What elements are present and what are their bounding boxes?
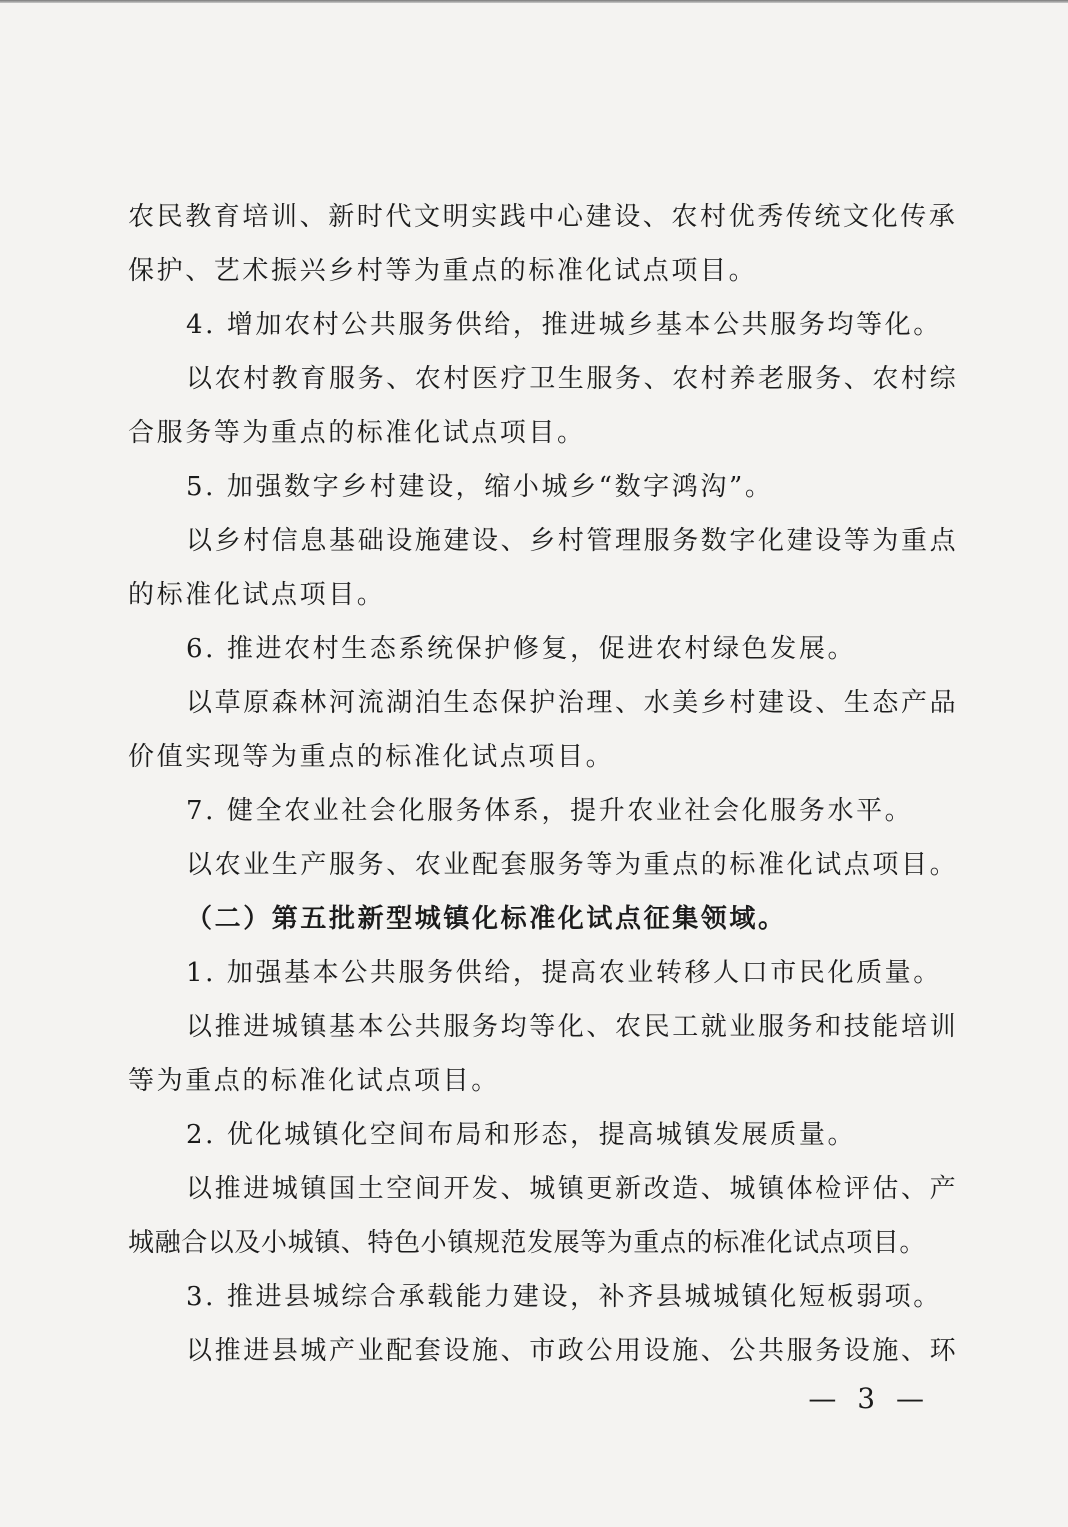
paragraph-line: 保护、艺术振兴乡村等为重点的标准化试点项目。 xyxy=(128,256,758,286)
paragraph-line: 以推进县城产业配套设施、市政公用设施、公共服务设施、环 xyxy=(186,1336,959,1366)
paragraph-line: 以草原森林河流湖泊生态保护治理、水美乡村建设、生态产品 xyxy=(186,688,959,718)
numbered-item-heading: 3. 推进县城综合承载能力建设，补齐县城城镇化短板弱项。 xyxy=(186,1282,942,1312)
numbered-item-heading: 6. 推进农村生态系统保护修复，促进农村绿色发展。 xyxy=(186,634,857,664)
numbered-item-heading: 2. 优化城镇化空间布局和形态，提高城镇发展质量。 xyxy=(186,1120,857,1150)
paragraph-line: 以农村教育服务、农村医疗卫生服务、农村养老服务、农村综 xyxy=(186,364,959,394)
numbered-item-heading: 4. 增加农村公共服务供给，推进城乡基本公共服务均等化。 xyxy=(186,310,942,340)
numbered-item-heading: 5. 加强数字乡村建设，缩小城乡“数字鸿沟”。 xyxy=(186,472,774,502)
paragraph-line: 以推进城镇国土空间开发、城镇更新改造、城镇体检评估、产 xyxy=(186,1174,959,1204)
section-heading: （二）第五批新型城镇化标准化试点征集领域。 xyxy=(186,904,787,934)
paragraph-line: 农民教育培训、新时代文明实践中心建设、农村优秀传统文化传承 xyxy=(128,202,958,232)
page-top-edge xyxy=(0,0,1068,3)
paragraph-line: 以农业生产服务、农业配套服务等为重点的标准化试点项目。 xyxy=(186,850,959,880)
paragraph-line: 的标准化试点项目。 xyxy=(128,580,386,610)
numbered-item-heading: 1. 加强基本公共服务供给，提高农业转移人口市民化质量。 xyxy=(186,958,942,988)
document-body xyxy=(128,190,959,1378)
paragraph-line: 城融合以及小城镇、特色小镇规范发展等为重点的标准化试点项目。 xyxy=(128,1228,927,1258)
numbered-item-heading: 7. 健全农业社会化服务体系，提升农业社会化服务水平。 xyxy=(186,796,914,826)
paragraph-line: 价值实现等为重点的标准化试点项目。 xyxy=(128,742,615,772)
paragraph-line: 等为重点的标准化试点项目。 xyxy=(128,1066,500,1096)
paragraph-line: 以乡村信息基础设施建设、乡村管理服务数字化建设等为重点 xyxy=(186,526,959,556)
paragraph-line: 合服务等为重点的标准化试点项目。 xyxy=(128,418,586,448)
paragraph-line: 以推进城镇基本公共服务均等化、农民工就业服务和技能培训 xyxy=(186,1012,959,1042)
page-number: — 3 — xyxy=(808,1382,930,1415)
